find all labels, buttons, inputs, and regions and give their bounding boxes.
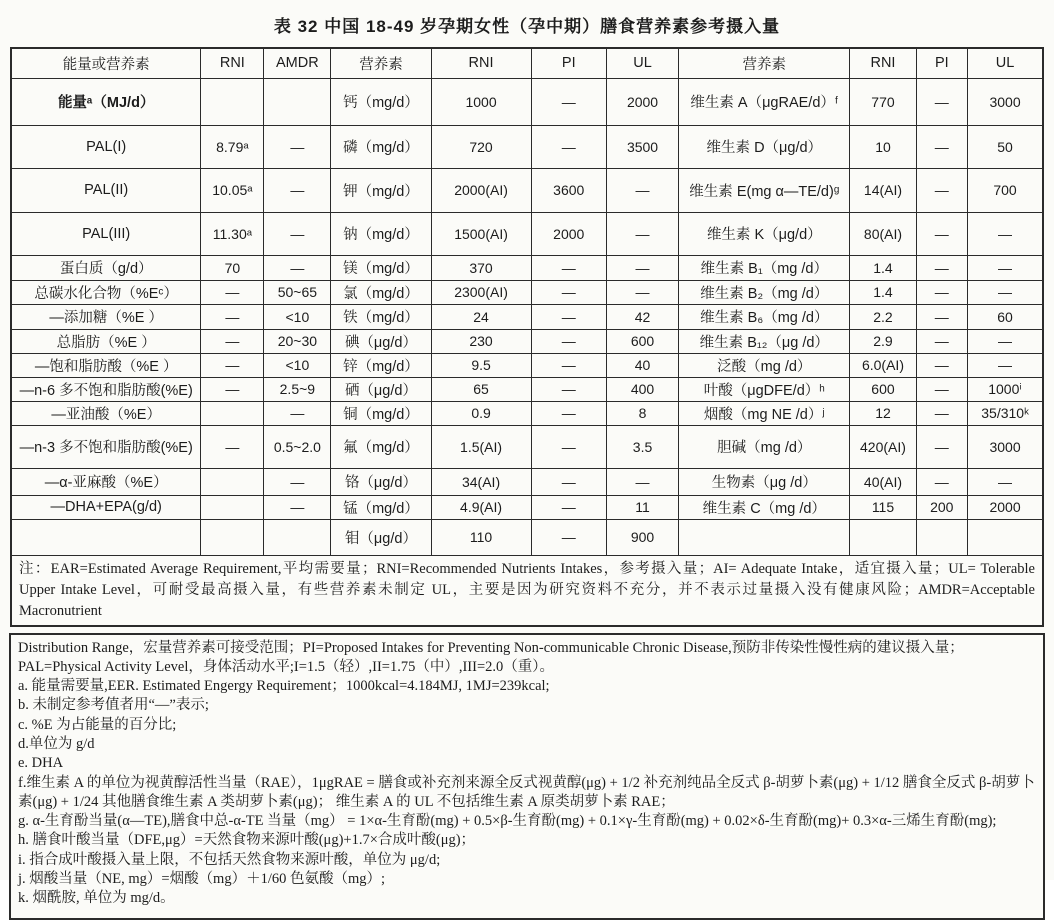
column-header-7: 营养素	[679, 48, 850, 78]
value-cell: 2000	[606, 78, 678, 125]
value-cell: —	[606, 280, 678, 304]
value-cell: 3.5	[606, 425, 678, 468]
value-cell	[916, 519, 968, 555]
nutrient-name-cell: 磷（mg/d）	[331, 125, 431, 168]
table-row	[11, 255, 1043, 280]
value-cell: —	[531, 125, 606, 168]
row-label-cell: —添加糖（%E ）	[11, 304, 201, 329]
value-cell: —	[916, 280, 968, 304]
table-note-row	[11, 555, 1043, 626]
value-cell: 200	[916, 495, 968, 519]
row-label-cell: —亚油酸（%E）	[11, 401, 201, 425]
row-label-cell: 蛋白质（g/d）	[11, 255, 201, 280]
row-label-cell: —DHA+EPA(g/d)	[11, 495, 201, 519]
footnote-line: b. 未制定参考值者用“—”表示;	[18, 697, 209, 714]
footnotes-box	[9, 633, 1045, 920]
value-cell: —	[916, 304, 968, 329]
value-cell: —	[201, 329, 264, 353]
column-header-10: UL	[968, 48, 1043, 78]
nutrient-name-cell: 叶酸（μgDFE/d）ʰ	[679, 377, 850, 401]
value-cell: 700	[968, 168, 1043, 212]
column-header-2: AMDR	[264, 48, 331, 78]
value-cell: 60	[968, 304, 1043, 329]
value-cell: 8.79ᵃ	[201, 125, 264, 168]
value-cell: —	[531, 255, 606, 280]
value-cell: 40	[606, 353, 678, 377]
row-label-cell: —n-3 多不饱和脂肪酸(%E)	[11, 425, 201, 468]
value-cell: 230	[431, 329, 531, 353]
table-row	[11, 125, 1043, 168]
nutrient-name-cell: 钠（mg/d）	[331, 212, 431, 255]
value-cell: 6.0(AI)	[850, 353, 916, 377]
nutrient-name-cell: 维生素 D（μg/d）	[679, 125, 850, 168]
nutrient-name-cell: 氟（mg/d）	[331, 425, 431, 468]
footnote-line: g. α-生育酚当量(α—TE),膳食中总-α-TE 当量（mg） = 1×α-生育酚(mg) + 0.5×β-生育酚(mg) + 0.1×γ-生育酚(mg) + 0.02×δ-生育酚(mg)+ 0.3×α-三烯生育酚(mg);	[18, 813, 997, 830]
value-cell: 370	[431, 255, 531, 280]
nutrient-name-cell: 铁（mg/d）	[331, 304, 431, 329]
value-cell: —	[916, 468, 968, 495]
value-cell: —	[606, 255, 678, 280]
value-cell: 70	[201, 255, 264, 280]
nutrient-name-cell: 维生素 B₆（mg /d）	[679, 304, 850, 329]
value-cell	[201, 495, 264, 519]
nutrient-name-cell: 硒（μg/d）	[331, 377, 431, 401]
value-cell: —	[916, 212, 968, 255]
footnote-line: i. 指合成叶酸摄入量上限，不包括天然食物来源叶酸，单位为 μg/d;	[18, 851, 441, 868]
value-cell: —	[968, 353, 1043, 377]
table-row	[11, 353, 1043, 377]
nutrient-name-cell: 维生素 A（μgRAE/d）ᶠ	[679, 78, 850, 125]
nutrient-name-cell	[679, 519, 850, 555]
value-cell: 0.5~2.0	[264, 425, 331, 468]
value-cell: 2.2	[850, 304, 916, 329]
value-cell: 600	[606, 329, 678, 353]
value-cell: —	[916, 255, 968, 280]
value-cell: —	[916, 377, 968, 401]
row-label-cell: PAL(II)	[11, 168, 201, 212]
value-cell: —	[916, 329, 968, 353]
value-cell: —	[968, 255, 1043, 280]
value-cell: 24	[431, 304, 531, 329]
nutrient-name-cell: 维生素 K（μg/d）	[679, 212, 850, 255]
value-cell: 770	[850, 78, 916, 125]
value-cell: —	[201, 353, 264, 377]
value-cell: 20~30	[264, 329, 331, 353]
table-row	[11, 495, 1043, 519]
nutrient-name-cell: 维生素 B₁（mg /d）	[679, 255, 850, 280]
value-cell	[968, 519, 1043, 555]
table-row	[11, 78, 1043, 125]
value-cell: 115	[850, 495, 916, 519]
value-cell: —	[531, 78, 606, 125]
value-cell	[850, 519, 916, 555]
row-label-cell: 能量ᵃ（MJ/d）	[11, 78, 201, 125]
value-cell: 110	[431, 519, 531, 555]
value-cell: 42	[606, 304, 678, 329]
value-cell: 65	[431, 377, 531, 401]
nutrient-name-cell: 钾（mg/d）	[331, 168, 431, 212]
table-row	[11, 168, 1043, 212]
value-cell: —	[264, 212, 331, 255]
value-cell: —	[531, 329, 606, 353]
footnote-line: f.维生素 A 的单位为视黄醇活性当量（RAE），1μgRAE = 膳食或补充剂来源全反式视黄醇(μg) + 1/2 补充剂纯品全反式 β-胡萝卜素(μg) + 1/12 膳食全反式 β-胡萝卜素(μg) + 1/24 其他膳食维生素 A 类胡萝卜素(μg)； 维生素 A 的 UL 不包括维生素 A 原类胡萝卜素 RAE；	[18, 774, 1035, 810]
value-cell: 0.9	[431, 401, 531, 425]
value-cell: 35/310ᵏ	[968, 401, 1043, 425]
column-header-0: 能量或营养素	[11, 48, 201, 78]
value-cell: —	[606, 468, 678, 495]
value-cell: 2000	[968, 495, 1043, 519]
column-header-4: RNI	[431, 48, 531, 78]
nutrient-name-cell: 钼（μg/d）	[331, 519, 431, 555]
value-cell: —	[264, 401, 331, 425]
nutrient-name-cell: 生物素（μg /d）	[679, 468, 850, 495]
nutrient-name-cell: 锰（mg/d）	[331, 495, 431, 519]
footnote-line: Distribution Range，宏量营养素可接受范围；PI=Proposed Intakes for Preventing Non-communicable Chronic Disease,预防非传染性慢性病的建议摄入量；PAL=Physical Activity Level，身体活动水平;I=1.5（轻）,II=1.75（中）,III=2.0（重）。	[18, 639, 964, 675]
value-cell: 3000	[968, 425, 1043, 468]
value-cell: 3600	[531, 168, 606, 212]
value-cell: —	[531, 468, 606, 495]
value-cell: 720	[431, 125, 531, 168]
value-cell: 1.4	[850, 255, 916, 280]
value-cell: 2.5~9	[264, 377, 331, 401]
column-header-9: PI	[916, 48, 968, 78]
value-cell: 2300(AI)	[431, 280, 531, 304]
footnote-line: h. 膳食叶酸当量（DFE,μg）=天然食物来源叶酸(μg)+1.7×合成叶酸(μg)；	[18, 832, 476, 849]
value-cell: 2000	[531, 212, 606, 255]
value-cell: —	[531, 304, 606, 329]
value-cell: —	[916, 353, 968, 377]
value-cell: 900	[606, 519, 678, 555]
row-label-cell: PAL(III)	[11, 212, 201, 255]
table-row	[11, 401, 1043, 425]
value-cell: 600	[850, 377, 916, 401]
nutrient-name-cell: 泛酸（mg /d）	[679, 353, 850, 377]
footnote-line: d.单位为 g/d	[18, 735, 95, 752]
value-cell: —	[916, 78, 968, 125]
value-cell: 50	[968, 125, 1043, 168]
value-cell: —	[606, 168, 678, 212]
value-cell: 1000	[431, 78, 531, 125]
value-cell: —	[916, 425, 968, 468]
value-cell	[201, 78, 264, 125]
value-cell: —	[264, 255, 331, 280]
value-cell: —	[201, 425, 264, 468]
nutrient-name-cell: 维生素 B₁₂（μg /d）	[679, 329, 850, 353]
value-cell: 420(AI)	[850, 425, 916, 468]
value-cell: 10	[850, 125, 916, 168]
nutrient-name-cell: 铜（mg/d）	[331, 401, 431, 425]
value-cell: —	[264, 495, 331, 519]
footnote-line: a. 能量需要量,EER. Estimated Engergy Requirement；1000kcal=4.184MJ, 1MJ=239kcal;	[18, 678, 550, 695]
value-cell: 1000ⁱ	[968, 377, 1043, 401]
value-cell: —	[968, 329, 1043, 353]
value-cell: —	[531, 401, 606, 425]
value-cell: —	[201, 377, 264, 401]
column-header-1: RNI	[201, 48, 264, 78]
table-row	[11, 519, 1043, 555]
footnote-line: e. DHA	[18, 755, 64, 772]
value-cell: 400	[606, 377, 678, 401]
value-cell: 11.30ᵃ	[201, 212, 264, 255]
table-header-row	[11, 48, 1043, 78]
column-header-3: 营养素	[331, 48, 431, 78]
column-header-6: UL	[606, 48, 678, 78]
nutrient-name-cell: 维生素 E(mg α—TE/d)ᵍ	[679, 168, 850, 212]
value-cell: —	[201, 304, 264, 329]
value-cell: —	[264, 468, 331, 495]
value-cell: —	[264, 168, 331, 212]
value-cell: 40(AI)	[850, 468, 916, 495]
row-label-cell: —α-亚麻酸（%E）	[11, 468, 201, 495]
footnote-line: k. 烟酰胺, 单位为 mg/d。	[18, 890, 175, 907]
nutrient-reference-table	[10, 47, 1044, 627]
value-cell: <10	[264, 353, 331, 377]
value-cell	[201, 519, 264, 555]
value-cell	[201, 468, 264, 495]
table-row	[11, 468, 1043, 495]
column-header-5: PI	[531, 48, 606, 78]
nutrient-name-cell: 铬（μg/d）	[331, 468, 431, 495]
table-row	[11, 377, 1043, 401]
table-row	[11, 212, 1043, 255]
value-cell: —	[531, 377, 606, 401]
nutrient-name-cell: 维生素 C（mg /d）	[679, 495, 850, 519]
value-cell	[201, 401, 264, 425]
row-label-cell: —饱和脂肪酸（%E ）	[11, 353, 201, 377]
value-cell: 1.5(AI)	[431, 425, 531, 468]
nutrient-name-cell: 维生素 B₂（mg /d）	[679, 280, 850, 304]
value-cell: —	[916, 168, 968, 212]
nutrient-name-cell: 钙（mg/d）	[331, 78, 431, 125]
table-row	[11, 329, 1043, 353]
table-title: 表 32 中国 18-49 岁孕期女性（孕中期）膳食营养素参考摄入量	[273, 17, 781, 36]
value-cell: —	[531, 353, 606, 377]
value-cell: 10.05ᵃ	[201, 168, 264, 212]
value-cell: —	[968, 280, 1043, 304]
value-cell: —	[916, 401, 968, 425]
value-cell: 8	[606, 401, 678, 425]
nutrient-name-cell: 烟酸（mg NE /d）ʲ	[679, 401, 850, 425]
value-cell	[264, 519, 331, 555]
table-row	[11, 280, 1043, 304]
value-cell: —	[264, 125, 331, 168]
value-cell: 14(AI)	[850, 168, 916, 212]
row-label-cell: 总碳水化合物（%Eᶜ）	[11, 280, 201, 304]
value-cell: 34(AI)	[431, 468, 531, 495]
value-cell: —	[968, 212, 1043, 255]
value-cell: 2000(AI)	[431, 168, 531, 212]
value-cell: —	[968, 468, 1043, 495]
value-cell: 2.9	[850, 329, 916, 353]
row-label-cell: —n-6 多不饱和脂肪酸(%E)	[11, 377, 201, 401]
nutrient-name-cell: 氯（mg/d）	[331, 280, 431, 304]
table-note-text: 注：EAR=Estimated Average Requirement,平均需要量；RNI=Recommended Nutrients Intakes，参考摄入量；AI= Adequate Intake，适宜摄入量；UL= Tolerable Upper Intake Level，可耐受最高摄入量，有些营养素未制定 UL，主要是因为研究资料不充分，并不表示过量摄入没有健康风险；AMDR=Acceptable Macronutrient	[11, 555, 1043, 626]
nutrient-name-cell: 锌（mg/d）	[331, 353, 431, 377]
nutrient-name-cell: 碘（μg/d）	[331, 329, 431, 353]
value-cell: —	[531, 519, 606, 555]
value-cell: —	[531, 495, 606, 519]
value-cell	[264, 78, 331, 125]
table-row	[11, 425, 1043, 468]
column-header-8: RNI	[850, 48, 916, 78]
table-row	[11, 304, 1043, 329]
value-cell: —	[201, 280, 264, 304]
nutrient-name-cell: 胆碱（mg /d）	[679, 425, 850, 468]
row-label-cell: 总脂肪（%E ）	[11, 329, 201, 353]
value-cell: 3000	[968, 78, 1043, 125]
value-cell: —	[531, 425, 606, 468]
value-cell: 12	[850, 401, 916, 425]
footnote-line: j. 烟酸当量（NE, mg）=烟酸（mg）＋1/60 色氨酸（mg）;	[18, 870, 386, 887]
value-cell: —	[531, 280, 606, 304]
value-cell: <10	[264, 304, 331, 329]
value-cell: 1.4	[850, 280, 916, 304]
value-cell: 1500(AI)	[431, 212, 531, 255]
value-cell: —	[606, 212, 678, 255]
value-cell: 4.9(AI)	[431, 495, 531, 519]
row-label-cell: PAL(I)	[11, 125, 201, 168]
value-cell: —	[916, 125, 968, 168]
value-cell: 9.5	[431, 353, 531, 377]
nutrient-name-cell: 镁（mg/d）	[331, 255, 431, 280]
value-cell: 11	[606, 495, 678, 519]
footnote-line: c. %E 为占能量的百分比;	[18, 716, 177, 733]
value-cell: 3500	[606, 125, 678, 168]
value-cell: 80(AI)	[850, 212, 916, 255]
value-cell: 50~65	[264, 280, 331, 304]
row-label-cell	[11, 519, 201, 555]
